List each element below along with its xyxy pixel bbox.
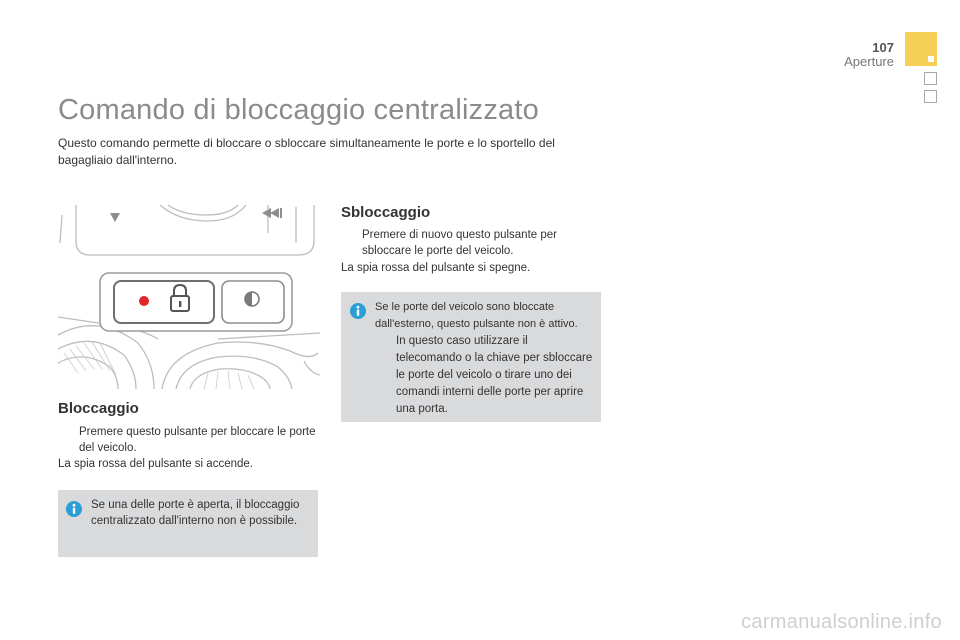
triangle-down-icon [110, 213, 120, 222]
intro-paragraph: Questo comando permette di bloccare o sbloccare simultaneamente le porte e lo sportello del bagagliaio dall'interno. [58, 136, 555, 167]
page-number: 107 [872, 40, 894, 55]
locking-heading: Bloccaggio [58, 400, 139, 417]
warning-lamp-icon [139, 296, 149, 306]
locking-info-text: Se una delle porte è aperta, il bloccaggio centralizzato dall'interno non è possibile. [91, 499, 300, 527]
unlocking-heading: Sbloccaggio [341, 204, 431, 221]
unlocking-info-box [341, 292, 601, 422]
unlocking-note: La spia rossa del pulsante si spegne. [341, 262, 531, 274]
locking-bullet [58, 424, 320, 456]
unlocking-bullet [341, 227, 591, 259]
unlocking-instruction: Premere di nuovo questo pulsante per sbloccare le porte del veicolo. [362, 229, 557, 257]
rewind-icon [262, 208, 282, 218]
page-title: Comando di bloccaggio centralizzato [58, 94, 539, 126]
unlocking-info-text: Se le porte del veicolo sono bloccate dall'esterno, questo pulsante non è attivo. [375, 301, 578, 330]
locking-info-box [58, 490, 318, 557]
locking-note: La spia rossa del pulsante si accende. [58, 458, 253, 470]
half-circle-icon [245, 292, 259, 306]
info-icon [350, 303, 366, 319]
chapter-tab-box[interactable] [924, 72, 937, 85]
tab-marker [928, 56, 934, 62]
watermark: carmanualsonline.info [741, 611, 942, 633]
central-locking-illustration [58, 203, 320, 389]
unlocking-info-instruction: In questo caso utilizzare il telecomando o la chiave per sbloccare le porte del veicolo o tirare uno dei comandi interni delle porte per aprire una porta. [396, 335, 593, 415]
unlocking-info-bullet [375, 333, 593, 418]
locking-instruction: Premere questo pulsante per bloccare le porte del veicolo. [79, 426, 316, 454]
chapter-tab-box[interactable] [924, 90, 937, 103]
info-icon [66, 501, 82, 517]
section-name: Aperture [844, 54, 894, 69]
chapter-tab-active[interactable] [905, 32, 937, 66]
